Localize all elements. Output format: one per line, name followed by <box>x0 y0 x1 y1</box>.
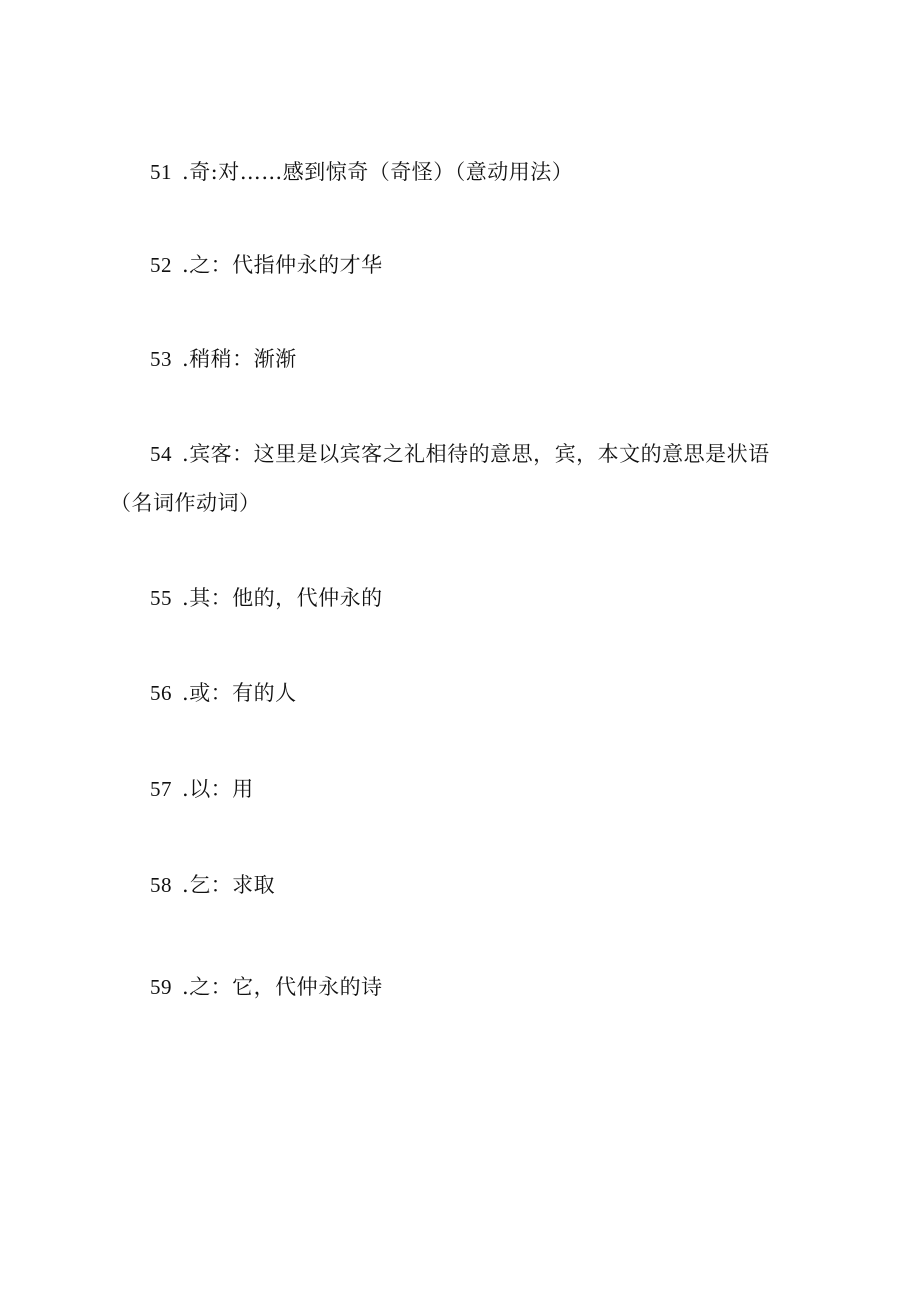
item-number: 51 <box>150 160 172 184</box>
list-item <box>150 253 383 277</box>
item-text: 之：代指仲永的才华 <box>189 253 383 277</box>
item-text: 以：用 <box>189 777 254 801</box>
item-number: 56 <box>150 681 172 705</box>
item-number: 54 <box>150 442 172 466</box>
item-continuation-text: （名词作动词） <box>110 491 261 515</box>
item-number: 53 <box>150 347 172 371</box>
item-number: 55 <box>150 586 172 610</box>
item-text: 稍稍：渐渐 <box>189 347 297 371</box>
item-text: 其：他的，代仲永的 <box>189 586 383 610</box>
item-text: 或：有的人 <box>189 681 297 705</box>
list-item <box>150 442 770 466</box>
list-item <box>150 160 573 184</box>
item-separator: . <box>182 160 190 184</box>
item-separator: . <box>182 586 190 610</box>
list-item <box>150 873 275 897</box>
item-number: 52 <box>150 253 172 277</box>
item-text: 乞：求取 <box>189 873 276 897</box>
list-item <box>150 586 383 610</box>
item-text: 宾客：这里是以宾客之礼相待的意思，宾，本文的意思是状语 <box>189 442 770 466</box>
item-text: 之：它，代仲永的诗 <box>189 975 383 999</box>
item-separator: . <box>182 975 190 999</box>
list-item-continuation <box>110 491 261 515</box>
item-text: 奇:对……感到惊奇（奇怪）（意动用法） <box>189 160 574 184</box>
item-separator: . <box>182 253 190 277</box>
item-number: 59 <box>150 975 172 999</box>
item-separator: . <box>182 681 190 705</box>
item-number: 57 <box>150 777 172 801</box>
item-number: 58 <box>150 873 172 897</box>
item-separator: . <box>182 873 190 897</box>
item-separator: . <box>182 442 190 466</box>
item-separator: . <box>182 777 190 801</box>
list-item <box>150 777 254 801</box>
list-item <box>150 975 383 999</box>
list-item <box>150 347 297 371</box>
item-separator: . <box>182 347 190 371</box>
list-item <box>150 681 297 705</box>
